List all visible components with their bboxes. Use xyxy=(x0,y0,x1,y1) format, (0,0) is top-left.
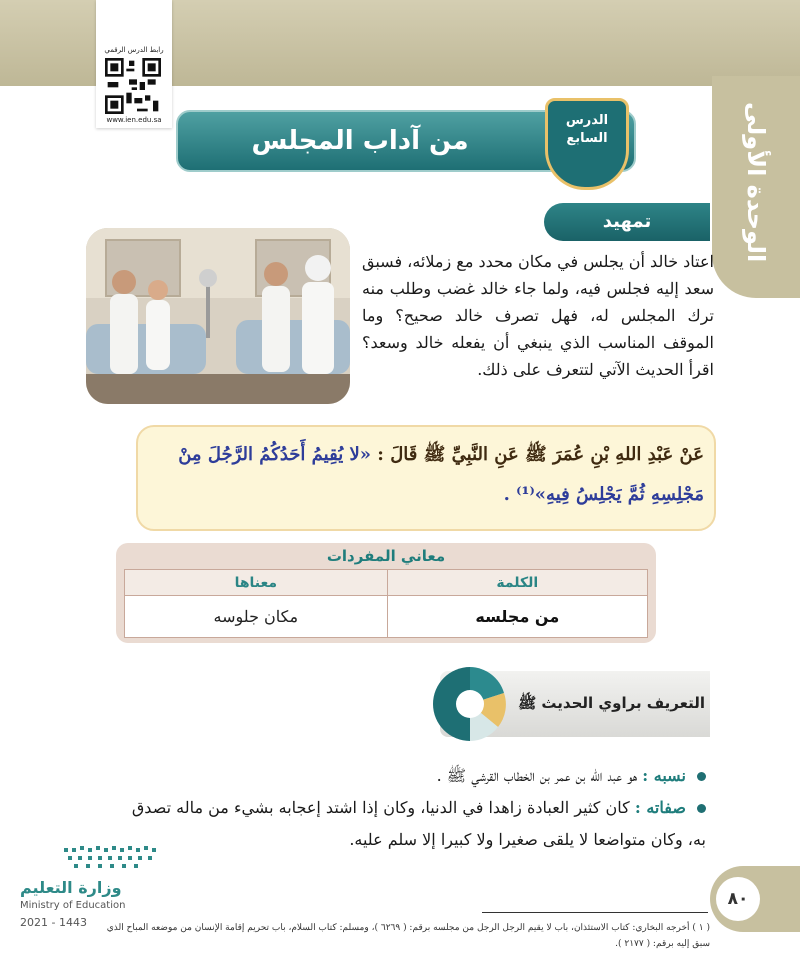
ministry-name-ar: وزارة التعليم xyxy=(20,878,122,897)
vocab-header-meaning: معناها xyxy=(125,570,388,596)
bullet-icon xyxy=(697,772,706,781)
lesson-badge-line2: السابع xyxy=(566,131,608,146)
page-number: ٨٠ xyxy=(716,877,760,921)
vocab-header-word: الكلمة xyxy=(387,570,647,596)
intro-paragraph: اعتاد خالد أن يجلس في مكان محدد مع زملائه، فسبق سعد إليه فجلس فيه، ولما جاء خالد غضب وطلب منه ترك المجلس له، فهل تصرف خالد صحيح؟ وما الموقف المناسب الذي ينبغي أن يفعله خالد وسعد؟ اقرأ الحديث الآتي لتتعرف على ذلك. xyxy=(362,252,714,379)
list-item xyxy=(110,760,706,792)
qr-title: رابط الدرس الرقمي xyxy=(104,46,164,54)
qr-card[interactable] xyxy=(96,0,172,128)
narrator-bio xyxy=(110,760,706,856)
qr-url[interactable]: www.ien.edu.sa xyxy=(106,116,162,124)
unit-label: الوحدة الأولى xyxy=(742,101,770,263)
hadith-narration: عَنْ عَبْدِ اللهِ بْنِ عُمَرَ ﷺ عَنِ النَّبِيِّ ﷺ قَالَ : xyxy=(377,444,704,465)
vocab-meaning: مكان جلوسه xyxy=(125,596,388,638)
lesson-photo xyxy=(86,228,350,404)
bullet-icon xyxy=(697,804,706,813)
lesson-badge-line1: الدرس xyxy=(565,113,609,128)
qr-code-icon[interactable] xyxy=(105,58,161,114)
vocab-word: من مجلسه xyxy=(387,596,647,638)
hadith-text: «لا يُقِيمُ أَحَدُكُمُ الرَّجُلَ مِنْ مَجْلِسِهِ ثُمَّ يَجْلِسُ فِيهِ»⁽¹⁾ . xyxy=(178,444,704,505)
footnote: ( ١ ) أخرجه البخاري: كتاب الاستئذان، باب لا يقيم الرجل الرجل من مجلسه برقم: ( ٦٢٦٩ )، ومسلم: كتاب السلام، باب تحريم إقامة الإنسان من موضعه المباح الذي سبق إليه برقم: ( ٢١٧٧ ). xyxy=(106,923,710,949)
traits-text: كان كثير العبادة زاهدا في الدنيا، وكان إذا اشتد إعجابه بشيء من ماله تصدق به، وكان متواضعا لا يلقى صغيرا ولا كبيرا إلا سلم عليه. xyxy=(131,798,706,849)
vocabulary-section xyxy=(116,543,656,643)
ministry-year: 2021 - 1443 xyxy=(20,916,87,929)
footnote-divider xyxy=(482,912,708,913)
vocabulary-title: معاني المفردات xyxy=(326,547,446,565)
boys-sitting-image xyxy=(86,228,350,404)
lineage-text: هو عبد الله بن عمر بن الخطاب القرشي ﷺ . xyxy=(436,766,638,785)
narrator-emblem-icon xyxy=(432,665,508,743)
traits-label: صفاته : xyxy=(634,798,686,817)
list-item xyxy=(110,792,706,856)
ministry-name-en: Ministry of Education xyxy=(20,900,126,911)
lineage-label: نسبه : xyxy=(642,766,686,785)
hadith-text-block xyxy=(150,435,704,515)
lesson-title: من آداب المجلس xyxy=(251,126,469,156)
table-row xyxy=(125,596,648,638)
narrator-heading: التعريف براوي الحديث ﷺ xyxy=(518,694,705,712)
intro-heading: تمهيد xyxy=(602,211,652,232)
vocabulary-table xyxy=(124,569,648,638)
lesson-number-text xyxy=(545,112,629,148)
